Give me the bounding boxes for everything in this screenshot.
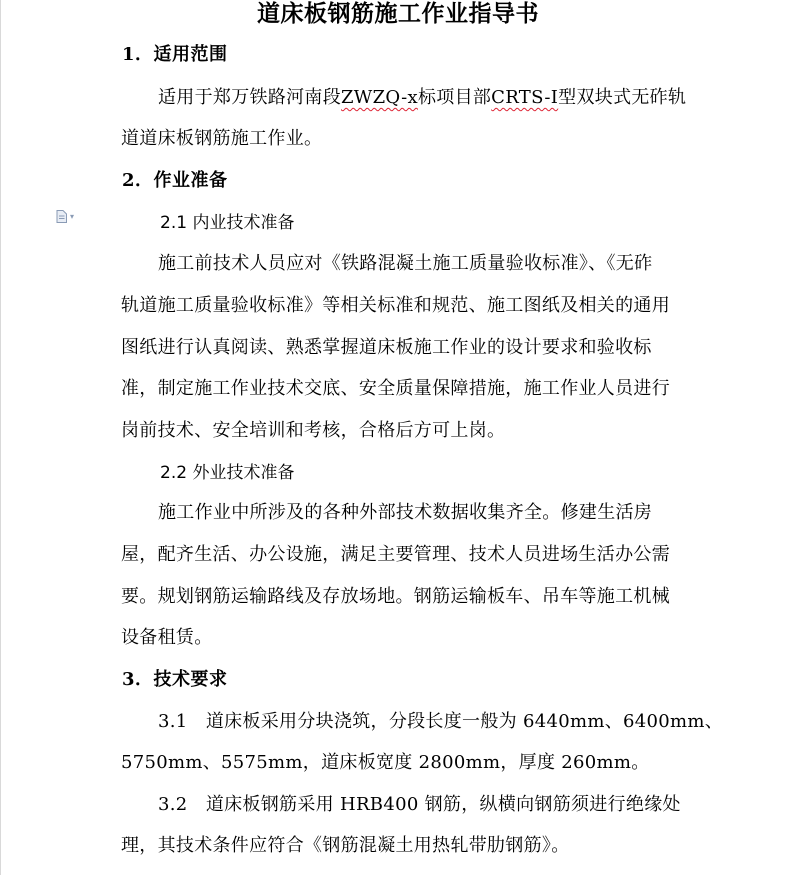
spell-flagged-word[interactable]: ZWZQ-x [341, 87, 418, 108]
paragraph-line: 岗前技术、安全培训和考核，合格后方可上岗。 [121, 420, 506, 441]
section-1-heading: 1．适用范围 [122, 44, 228, 65]
paragraph-line: 要。规划钢筋运输路线及存放场地。钢筋运输板车、吊车等施工机械 [121, 586, 670, 607]
subsection-2-2-heading: 2.2 外业技术准备 [160, 463, 295, 483]
paragraph-line: 3.2 道床板钢筋采用 HRB400 钢筋，纵横向钢筋须进行绝缘处 [158, 794, 681, 815]
paragraph-line: 理，其技术条件应符合《钢筋混凝土用热轧带肋钢筋》。 [121, 835, 570, 856]
paragraph-line: 施工作业中所涉及的各种外部技术数据收集齐全。修建生活房 [158, 502, 653, 523]
text-run: 适用于郑万铁路河南段 [158, 87, 341, 108]
paragraph-line: 准，制定施工作业技术交底、安全质量保障措施，施工作业人员进行 [121, 378, 670, 399]
paragraph-line: 5750mm、5575mm，道床板宽度 2800mm，厚度 260mm。 [121, 752, 650, 773]
section-2-heading: 2．作业准备 [122, 170, 228, 191]
chevron-down-icon[interactable]: ▾ [70, 212, 75, 221]
paragraph-line: 3.1 道床板采用分块浇筑，分段长度一般为 6440mm、6400mm、 [158, 711, 724, 732]
text-run: 标项目部 [417, 87, 492, 108]
section-3-heading: 3．技术要求 [122, 669, 228, 690]
section-1-line-2: 道道床板钢筋施工作业。 [121, 128, 323, 149]
paragraph-line: 设备租赁。 [121, 627, 213, 648]
text-run: 型双块式无砟轨 [558, 87, 687, 108]
page-margin-line [0, 0, 1, 875]
paragraph-line: 施工前技术人员应对《铁路混凝土施工质量验收标准》、《无砟 [158, 253, 653, 274]
subsection-2-1-heading: 2.1 内业技术准备 [160, 213, 295, 233]
section-1-line-1 [158, 83, 686, 109]
paragraph-line: 屋，配齐生活、办公设施，满足主要管理、技术人员进场生活办公需 [121, 544, 670, 565]
spell-flagged-word[interactable]: CRTS-I [491, 87, 559, 108]
document-icon[interactable] [56, 210, 67, 223]
paragraph-line: 轨道施工质量验收标准》等相关标准和规范、施工图纸及相关的通用 [121, 295, 670, 316]
document-title: 道床板钢筋施工作业指导书 [257, 0, 539, 27]
paragraph-line: 图纸进行认真阅读、熟悉掌握道床板施工作业的设计要求和验收标 [121, 337, 652, 358]
